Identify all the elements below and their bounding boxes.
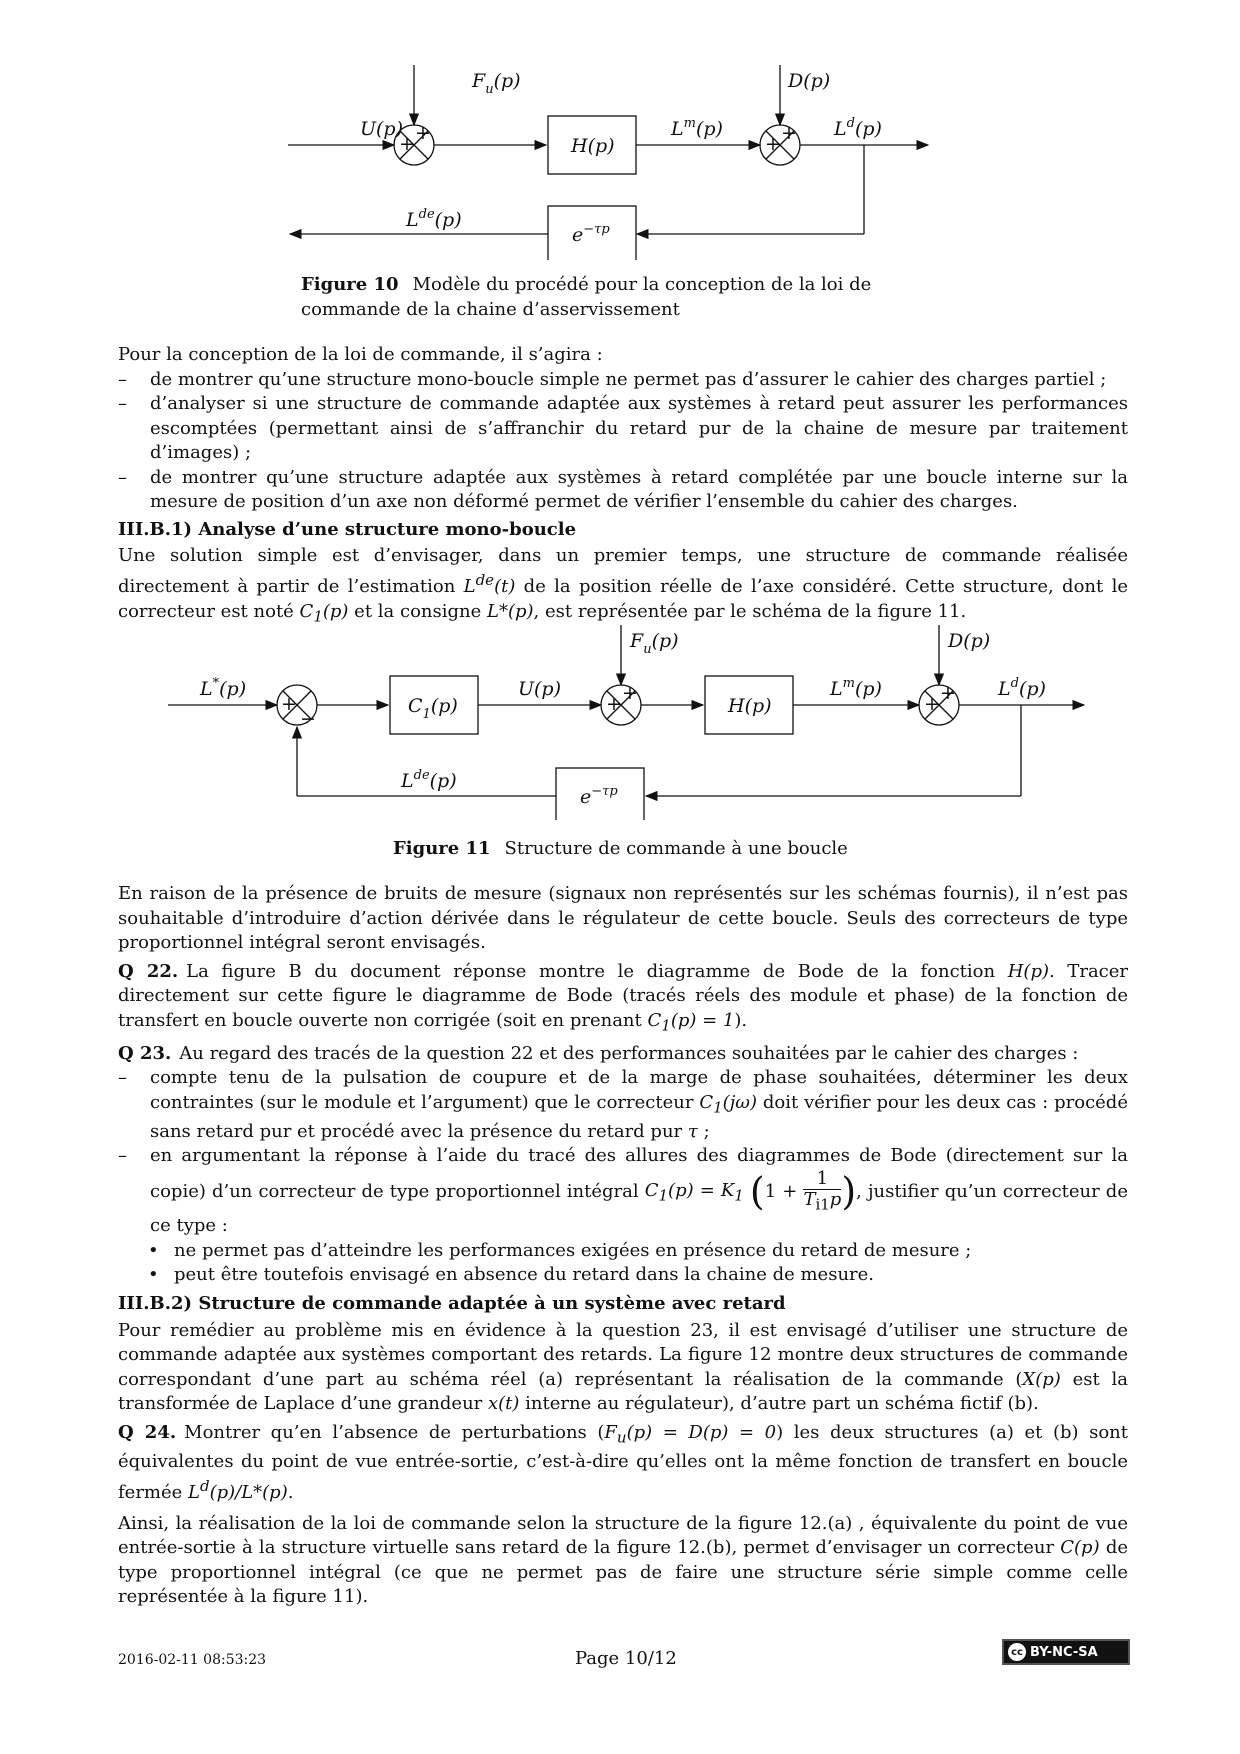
fig10-lm-label: $L^m(p)$ [671,116,723,140]
q24-paragraph: Q 24. Montrer qu’en l’absence de perturbations $(F_u(p) = D(p) = 0)$ les deux structures (a) et (b) sont équivalentes du point de vue entrée-sortie, c’est-à-dire qu’elles ont la même fonction de transfert en boucle fermée $L^d(p)/L*(p)$. [118,1421,1129,1504]
intro-lead: Pour la conception de la loi de commande, il s’agira : [118,344,603,365]
fig11-plus-5: + [924,693,940,715]
fig11-plus-2: + [622,682,638,704]
noise-paragraph: En raison de la présence de bruits de mesure (signaux non représentés sur les schémas fournis), il n’est pas souhaitable d’introduire d’action dérivée dans le régulateur de cette boucle. Seuls des correcteurs de type proportionnel intégral seront envisagés. [118,883,1128,953]
fig10-fu-label: $F_u(p)$ [472,70,521,97]
fig10-ld-label: $L^d(p)$ [834,116,882,140]
fig11-d-label: D(p) [948,630,991,652]
fig11-ld-label: $L^d(p)$ [998,676,1046,700]
fig11-lde-label: Lde(p) [401,768,457,792]
final-paragraph: Ainsi, la réalisation de la loi de commande selon la structure de la figure 12.(a) , équivalente du point de vue entrée-sortie à la structure virtuelle sans retard de la figure 12.(b), permet d’envisager un correcteur C(p) de type proportionnel intégral (ce que ne permet pas de faire une structure série simple comme celle représentée à la figure 11). [118,1512,1128,1608]
fig10-u-label: U(p) [360,118,404,140]
section-2-paragraph: Pour remédier au problème mis en évidence à la question 23, il est envisagé d’utiliser une structure de commande adaptée aux systèmes comportant des retards. La figure 12 montre deux structures de commande correspondant d’une part au schéma réel (a) représentant la réalisation de la commande (X(p) est la transformée de Laplace d’une grandeur x(t) interne au régulateur), d’autre part un schéma fictif (b). [118,1319,1128,1415]
q22-paragraph: Q 22. La figure B du document réponse montre le diagramme de Bode de la fonction H(p). Tracer directement sur cette figure le diagramme de Bode (tracés réels des module et phase) de la fonction de transfert en boucle ouverte non corrigée (soit en prenant $C_1(p) = 1$). [118,960,1129,1035]
q23-bullet-1: • ne permet pas d’atteindre les performances exigées en présence du retard de mesure ; [118,1239,1128,1264]
license-badge [1002,1639,1130,1665]
fig10-plus-top-2: + [781,122,797,144]
fig11-plus-3: + [606,693,622,715]
fig10-lde-label: Lde(p) [406,207,462,231]
fig11-fu-label: $F_u(p)$ [630,630,679,657]
fig11-delay-block: $e^{-\tau p}$ [580,784,618,808]
fig11-plus-1: + [281,693,297,715]
figure-11-caption: Figure 11 Structure de commande à une boucle [393,838,848,859]
footer-page-number: Page 10/12 [575,1648,677,1669]
footer-date: 2016-02-11 08:53:23 [118,1652,267,1668]
intro-item-3: – de montrer qu’une structure adaptée aux systèmes à retard complétée par une boucle interne sur la mesure de position d’un axe non déformé permet de vérifier l’ensemble du cahier des charges. [118,466,1128,515]
fig11-lm-label: $L^m(p)$ [830,676,882,700]
q23-item-2: – en argumentant la réponse à l’aide du tracé des allures des diagrammes de Bode (directement sur la copie) d’un correcteur de type proportionnel intégral $C_1(p) = K_1$ (1 + $\frac{1}{T_{i1}p}$ ), justifier qu’un correcteur de ce type : [118,1144,1128,1239]
figure-11-diagram [118,0,1128,820]
q23-item-1: – compte tenu de la pulsation de coupure et de la marge de phase souhaitées, déterminer les deux contraintes (sur le module et l’argument) que le correcteur $C_1(j\omega)$ doit vérifier pour les deux cas : procédé sans retard pur et procédé avec la présence du retard pur τ ; [118,1066,1128,1144]
text-block-2 [118,882,1128,1610]
figure-10-caption: Figure 10 Modèle du procédé pour la conception de la loi de commande de la chaine d’asservissement [301,274,872,320]
section-title-1: III.B.1) Analyse d’une structure mono-boucle [118,518,577,540]
fig10-delay-block: $e^{-\tau p}$ [572,222,610,246]
fig11-plus-4: + [940,682,956,704]
fig11-lstar-label: L*(p) [200,676,247,700]
fig10-plus-left-2: + [765,133,781,155]
fig11-h-block: H(p) [728,695,772,717]
fig11-minus-1: − [300,708,316,730]
fig10-plus-top-1: + [415,122,431,144]
fig11-c1-block: $C_1(p)$ [408,695,458,722]
q23-bullet-2: • peut être toutefois envisagé en absence du retard dans la chaine de mesure. [118,1263,1128,1288]
q23-lead: Q 23. Au regard des tracés de la question 22 et des performances souhaitées par le cahier des charges : [118,1042,1079,1064]
pi-fraction: $\frac{1}{T_{i1}p}$ [803,1167,842,1214]
intro-item-1: – de montrer qu’une structure mono-boucle simple ne permet pas d’assurer le cahier des charges partiel ; [118,368,1128,393]
section-title-2: III.B.2) Structure de commande adaptée à un système avec retard [118,1292,786,1314]
creative-commons-icon: cc [1008,1643,1026,1661]
intro-item-2: – d’analyser si une structure de commande adaptée aux systèmes à retard peut assurer les performances escomptées (permettant ainsi de s’affranchir du retard pur de la chaine de mesure par traitement d’images) ; [118,392,1128,466]
fig10-d-label: D(p) [788,70,831,92]
fig10-h-block: H(p) [571,135,615,157]
fig10-plus-left-1: + [399,133,415,155]
license-text: BY-NC-SA [1030,1644,1098,1660]
section-1-paragraph: Une solution simple est d’envisager, dans un premier temps, une structure de commande réalisée directement à partir de l’estimation Lde(t) de la position réelle de l’axe considéré. Cette structure, dont le correcteur est noté $C_1(p)$ et la consigne L*(p), est représentée par le schéma de la figure 11. [118,544,1128,626]
fig11-u-label: U(p) [518,678,562,700]
